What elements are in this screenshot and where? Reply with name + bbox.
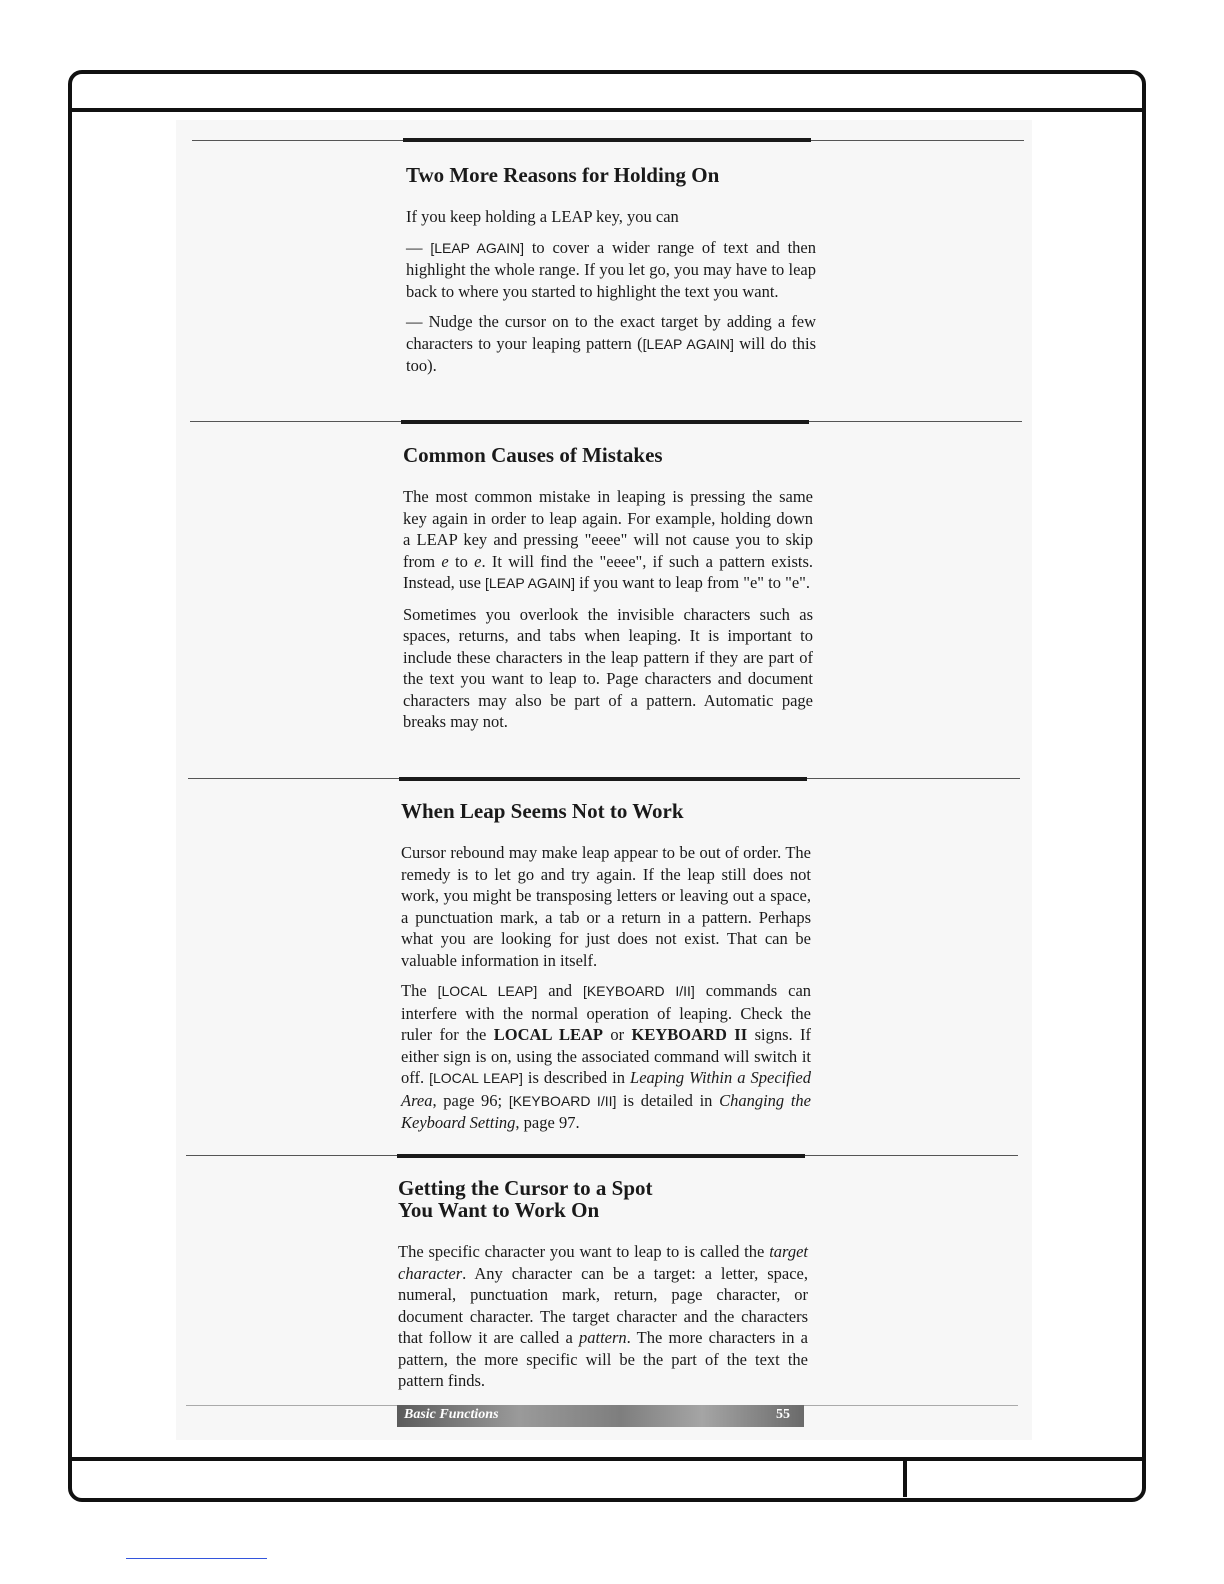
section-rule-thick xyxy=(403,138,811,142)
text-run: to cover a wider range of text and then highlight the whole range. If you let go, you may have to leap back to where you started to highlight the text you want. xyxy=(406,237,817,301)
text-run: commands can interfere with the normal operation of leaping. Check the ruler for the xyxy=(401,981,812,1044)
text-run: if you want to leap from "e" to "e". xyxy=(575,573,811,592)
text-run: and xyxy=(537,981,583,1000)
scanned-page xyxy=(176,120,1032,1440)
text-run: is described in xyxy=(522,1068,631,1087)
italic-text: e xyxy=(474,551,482,571)
section-heading: Common Causes of Mistakes xyxy=(403,443,663,467)
section-rule-thick xyxy=(401,420,809,424)
paragraph xyxy=(401,842,811,971)
footer-title: Basic Functions xyxy=(404,1407,499,1422)
text-run: — xyxy=(406,237,431,257)
section-heading: When Leap Seems Not to Work xyxy=(401,799,684,823)
paragraph xyxy=(406,206,816,228)
text-run: The specific character you want to leap to is called the xyxy=(398,1242,770,1261)
paragraph xyxy=(403,486,813,595)
text-run: . Any character can be a target: a letter, space, numeral, punctuation mark, return, page character, or document character. The target character and the characters that follow it are called a xyxy=(398,1263,808,1347)
frame-divider xyxy=(903,1457,907,1497)
italic-text: e xyxy=(441,551,449,571)
text-run: , page 96; xyxy=(432,1090,509,1110)
command-name: [LEAP AGAIN] xyxy=(430,239,525,256)
frame-bottom-rule xyxy=(68,1457,1146,1461)
paragraph xyxy=(403,604,813,733)
text-run: will do this too). xyxy=(406,333,816,375)
text-run: — Nudge the cursor on to the exact target by adding a few characters to your leaping pattern ( xyxy=(406,312,816,353)
text-run: to xyxy=(448,551,475,571)
command-name: [LOCAL LEAP] xyxy=(429,1070,523,1086)
text-run: The xyxy=(401,981,438,1000)
command-name: [KEYBOARD I/II] xyxy=(508,1092,617,1109)
text-run: , page 97. xyxy=(515,1113,580,1132)
paragraph xyxy=(406,237,816,303)
page-number: 55 xyxy=(776,1407,790,1422)
italic-text: Leaping Within a Specified Area xyxy=(401,1068,811,1110)
italic-text: target character xyxy=(398,1242,808,1283)
paragraph xyxy=(398,1241,808,1392)
text-run: is detailed in xyxy=(616,1090,720,1110)
section-getting-the-cursor xyxy=(398,1177,808,1392)
section-rule-thick xyxy=(397,1154,805,1158)
section-heading: Getting the Cursor to a Spot You Want to Work On xyxy=(398,1176,653,1222)
command-name: [LEAP AGAIN] xyxy=(485,575,576,591)
command-name: [LEAP AGAIN] xyxy=(642,335,734,352)
command-name: [KEYBOARD I/II] xyxy=(582,983,695,999)
frame-top-rule xyxy=(68,108,1146,112)
text-run: . The more characters in a pattern, the more specific will be the part of the text the pattern finds. xyxy=(398,1328,809,1390)
italic-text: Changing the Keyboard Setting xyxy=(401,1090,811,1132)
text-run: signs. If either sign is on, using the associated command will switch it off. xyxy=(401,1025,812,1087)
text-run: Sometimes you overlook the invisible characters such as spaces, returns, and tabs when leaping. It is important to include these characters in the leap pattern if they are part of the text you want to leap to. Page characters and document characters may also be part of a pattern. Automatic page breaks may not. xyxy=(403,604,813,731)
italic-text: pattern xyxy=(578,1328,627,1347)
section-when-leap-seems-not-to-work xyxy=(401,800,811,1134)
command-name: [LOCAL LEAP] xyxy=(437,983,538,999)
link-underline xyxy=(126,1558,267,1559)
bold-text: LOCAL LEAP xyxy=(493,1025,603,1044)
paragraph xyxy=(401,980,811,1134)
text-run: Cursor rebound may make leap appear to be out of order. The remedy is to let go and try again. If the leap still does not work, you might be transposing letters or leaving out a space, a punctuation mark, a tab or a return in a pattern. Perhaps what you are looking for just does not exist. That can be valuable information in itself. xyxy=(401,843,811,970)
text-run: or xyxy=(602,1025,632,1044)
bold-text: KEYBOARD II xyxy=(631,1025,748,1044)
paragraph xyxy=(406,311,816,377)
text-run: The most common mistake in leaping is pressing the same key again in order to leap again. For example, holding down a LEAP key and pressing "eeee" will not cause you to skip from xyxy=(403,487,813,571)
text-run: If you keep holding a LEAP key, you can xyxy=(406,207,679,226)
section-heading: Two More Reasons for Holding On xyxy=(406,163,720,187)
text-run: . It will find the "eeee", if such a pattern exists. Instead, use xyxy=(403,551,814,592)
section-rule-thick xyxy=(399,777,807,781)
section-two-more-reasons xyxy=(406,164,816,377)
section-common-causes xyxy=(403,444,813,733)
